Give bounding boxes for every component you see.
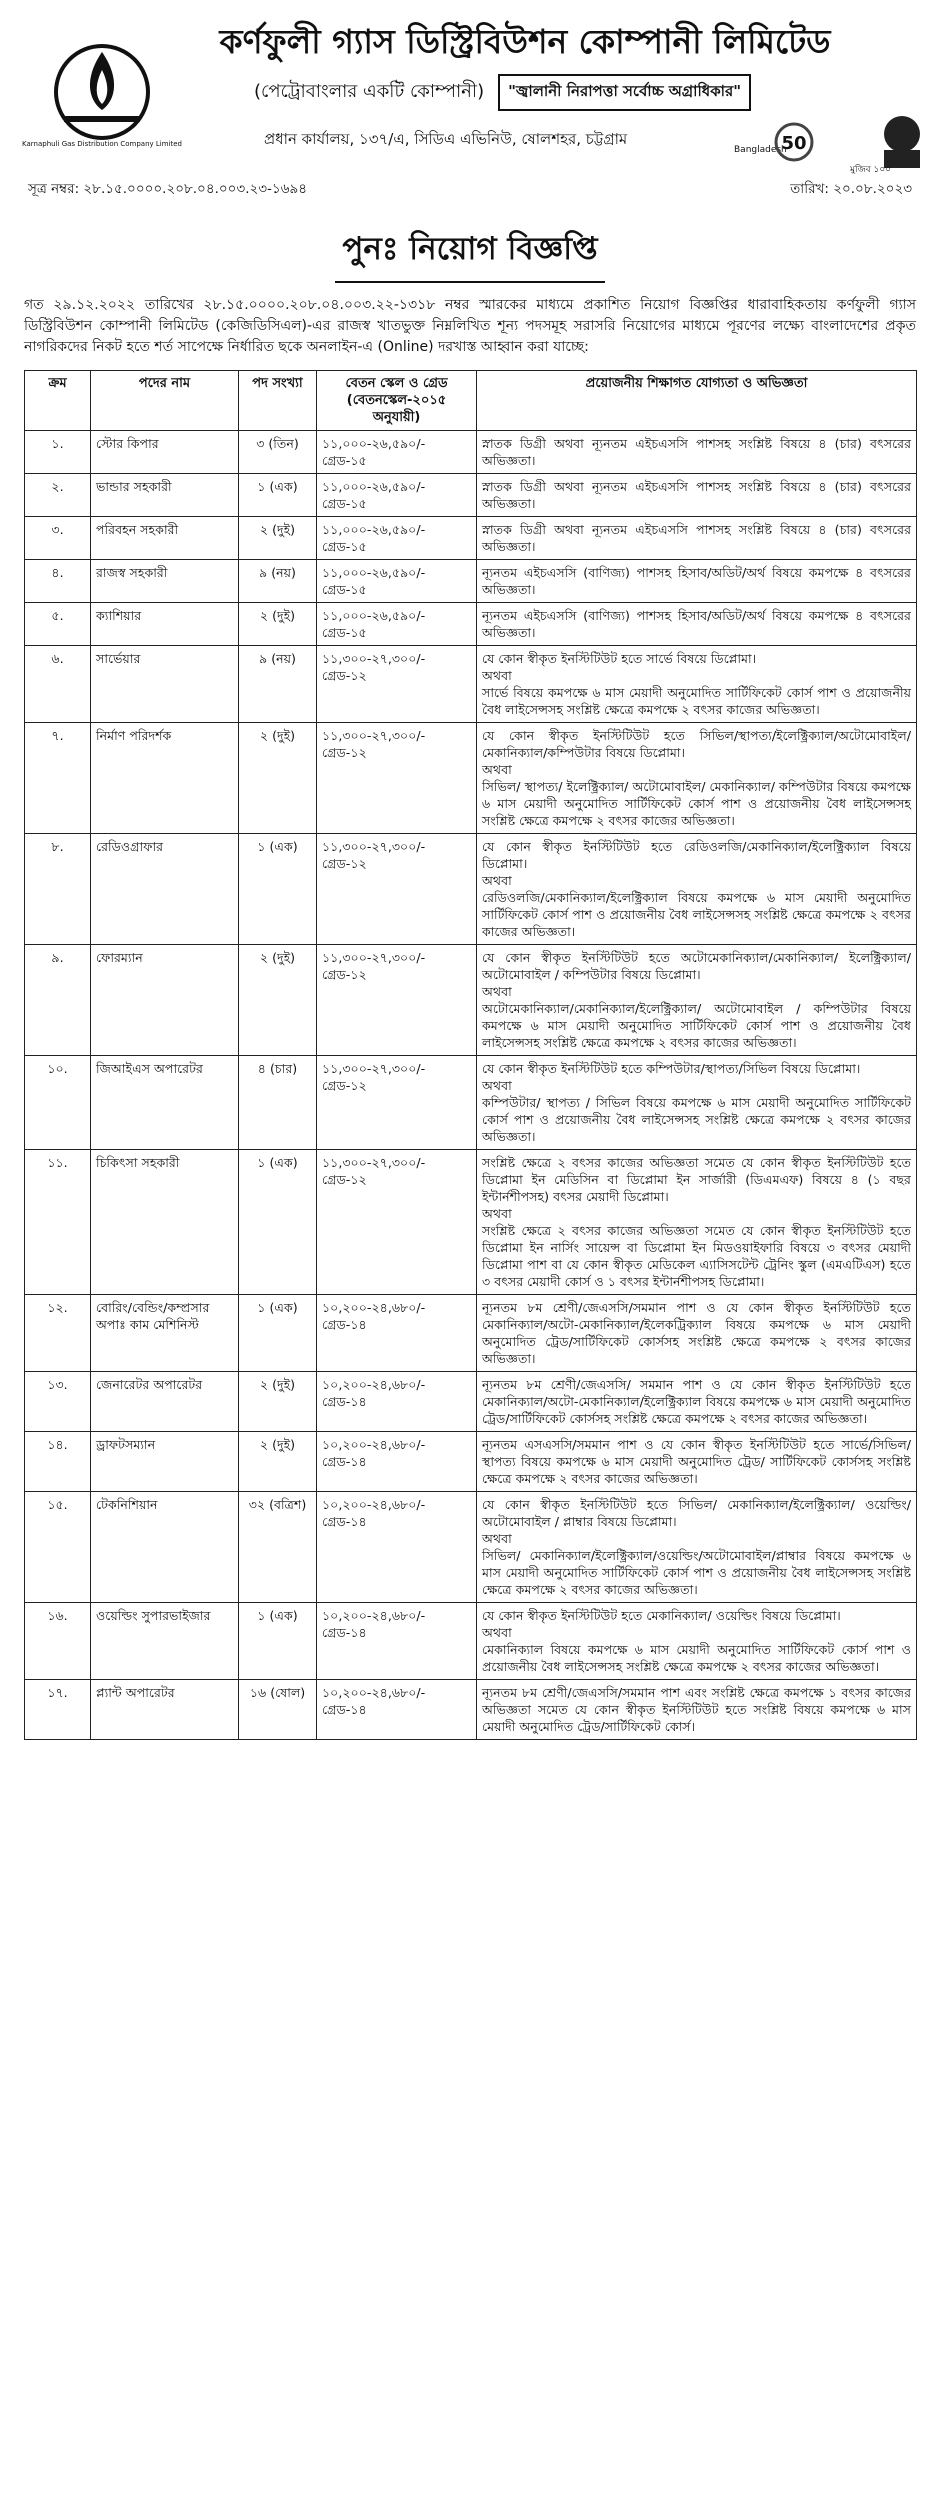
pay-grade: গ্রেড-১৪ [322,1514,367,1529]
requirement-line: অথবা [482,762,512,777]
header-post-name: পদের নাম [91,371,239,431]
table-row [25,1372,917,1432]
table-row [25,603,917,646]
logo-mid-text: Bangladesh [734,145,787,155]
pay-grade: গ্রেড-১৪ [322,1702,367,1717]
row-serial: ১৭. [25,1680,91,1740]
row-post-count: ২ (দুই) [239,517,317,560]
requirement-line: সংশ্লিষ্ট ক্ষেত্রে ২ বৎসর কাজের অভিজ্ঞতা সমেত যে কোন স্বীকৃত ইনস্টিটিউট হতে ডিপ্লোমা ইন মেডিসিন বা ডিপ্লোমা ইন সার্জারী (ডিএমএফ) বিষয়ে ৪ (১ বছর ইন্টার্নশীপসহ) বৎসর মেয়াদী ডিপ্লোমা। [482,1155,911,1204]
row-serial: ৯. [25,945,91,1056]
header-requirements: প্রয়োজনীয় শিক্ষাগত যোগ্যতা ও অভিজ্ঞতা [477,371,917,431]
requirement-line: যে কোন স্বীকৃত ইনস্টিটিউট হতে সিভিল/স্থাপত্য/ইলেক্ট্রিক্যাল/অটোমোবাইল/মেকানিক্যাল/কম্পিউটার বিষয়ে ডিপ্লোমা। [482,728,911,760]
table-row [25,474,917,517]
row-post-name: ভান্ডার সহকারী [91,474,239,517]
requirement-line: কম্পিউটার/ স্থাপত্য / সিভিল বিষয়ে কমপক্ষে ৬ মাস মেয়াদী অনুমোদিত সার্টিফিকেট কোর্স পাশ ও প্রয়োজনীয় বৈধ লাইসেন্সসহ সংশ্লিষ্ট ক্ষেত্রে কমপক্ষে ২ বৎসর কাজের অভিজ্ঞতা। [482,1095,911,1144]
logo-left-text: Karnaphuli Gas Distribution Company Limited [22,140,182,148]
pay-grade: গ্রেড-১৫ [322,582,367,597]
table-row [25,1492,917,1603]
row-post-count: ১ (এক) [239,1603,317,1680]
table-header-row [25,371,917,431]
row-serial: ১৬. [25,1603,91,1680]
row-requirements [477,560,917,603]
pay-grade: গ্রেড-১৪ [322,1625,367,1640]
notice-title: পুনঃ নিয়োগ বিজ্ঞপ্তি [342,231,598,267]
pay-scale-range: ১১,৩০০-২৭,৩০০/- [322,651,426,666]
requirement-line: স্নাতক ডিগ্রী অথবা ন্যূনতম এইচএসসি পাশসহ সংশ্লিষ্ট বিষয়ে ৪ (চার) বৎসরের অভিজ্ঞতা। [482,522,911,554]
subtitle-row [254,74,742,111]
pay-scale-range: ১১,০০০-২৬,৫৯০/- [322,522,426,537]
table-row [25,1150,917,1295]
reference-number: সূত্র নম্বর: ২৮.১৫.০০০০.২০৮.০৪.০০৩.২৩-১৬৯৪ [28,181,307,197]
requirement-line: অথবা [482,873,512,888]
table-row [25,517,917,560]
requirement-line: রেডিওলজি/মেকানিক্যাল/ইলেক্ট্রিক্যাল বিষয়ে কমপক্ষে ৬ মাস মেয়াদী অনুমোদিত সার্টিফিকেট কোর্স পাশ ও প্রয়োজনীয় বৈধ লাইসেন্সসহ সংশ্লিষ্ট ক্ষেত্রে কমপক্ষে ২ বৎসর কাজের অভিজ্ঞতা। [482,890,911,939]
row-requirements [477,1372,917,1432]
row-serial: ৩. [25,517,91,560]
row-serial: ১১. [25,1150,91,1295]
requirement-line: অথবা [482,668,512,683]
row-requirements [477,474,917,517]
row-pay-scale [317,646,477,723]
pay-grade: গ্রেড-১২ [322,1078,367,1093]
requirement-line: যে কোন স্বীকৃত ইনস্টিটিউট হতে অটোমেকানিক্যাল/মেকানিক্যাল/ ইলেক্ট্রিক্যাল/ অটোমোবাইল / কম্পিউটার বিষয়ে ডিপ্লোমা। [482,950,911,982]
company-logo-icon [22,30,182,150]
row-post-name: বোরিং/বেন্ডিং/কম্প্রসার অপাঃ কাম মেশিনিস্ট [91,1295,239,1372]
row-pay-scale [317,1056,477,1150]
table-row [25,1680,917,1740]
row-pay-scale [317,1492,477,1603]
row-requirements [477,1492,917,1603]
row-serial: ৭. [25,723,91,834]
pay-grade: গ্রেড-১৫ [322,453,367,468]
row-requirements [477,1295,917,1372]
pay-grade: গ্রেড-১৪ [322,1317,367,1332]
row-post-name: রাজস্ব সহকারী [91,560,239,603]
row-serial: ৮. [25,834,91,945]
reference-row [28,178,912,201]
row-post-name: নির্মাণ পরিদর্শক [91,723,239,834]
row-pay-scale [317,1372,477,1432]
row-serial: ১৫. [25,1492,91,1603]
row-post-count: ৩ (তিন) [239,431,317,474]
row-requirements [477,1432,917,1492]
row-post-name: প্ল্যান্ট অপারেটর [91,1680,239,1740]
row-serial: ৫. [25,603,91,646]
pay-scale-range: ১০,২০০-২৪,৬৮০/- [322,1377,426,1392]
bangladesh-50-logo-icon [730,112,816,172]
row-post-name: টেকনিশিয়ান [91,1492,239,1603]
row-pay-scale [317,474,477,517]
row-post-name: সার্ভেয়ার [91,646,239,723]
requirement-line: সার্ভে বিষয়ে কমপক্ষে ৬ মাস মেয়াদী অনুমোদিত সার্টিফিকেট কোর্স পাশ ও প্রয়োজনীয় বৈধ লাইসেন্সসহ সংশ্লিষ্ট ক্ষেত্রে কমপক্ষে ২ বৎসর কাজের অভিজ্ঞতা। [482,685,911,717]
row-post-name: ড্রাফটসম্যান [91,1432,239,1492]
pay-grade: গ্রেড-১২ [322,1172,367,1187]
row-pay-scale [317,834,477,945]
requirement-line: ন্যূনতম এইচএসসি (বাণিজ্য) পাশসহ হিসাব/অডিট/অর্থ বিষয়ে কমপক্ষে ৪ বৎসরের অভিজ্ঞতা। [482,608,911,640]
pay-grade: গ্রেড-১৫ [322,496,367,511]
requirement-line: মেকানিক্যাল বিষয়ে কমপক্ষে ৬ মাস মেয়াদী অনুমোদিত সার্টিফিকেট কোর্স পাশ ও প্রয়োজনীয় বৈধ লাইসেন্সসহ সংশ্লিষ্ট ক্ষেত্রে কমপক্ষে ২ বৎসর কাজের অভিজ্ঞতা। [482,1642,911,1674]
pay-grade: গ্রেড-১২ [322,967,367,982]
notice-date: তারিখ: ২০.০৮.২০২৩ [790,181,912,197]
pay-scale-range: ১০,২০০-২৪,৬৮০/- [322,1300,426,1315]
title-underline [335,281,605,283]
company-name: কর্ণফুলী গ্যাস ডিস্ট্রিবিউশন কোম্পানী লিমিটেড [219,22,831,61]
row-serial: ১৩. [25,1372,91,1432]
pay-scale-range: ১১,৩০০-২৭,৩০০/- [322,1061,426,1076]
requirement-line: ন্যূনতম ৮ম শ্রেণী/জেএসসি/ সমমান পাশ ও যে কোন স্বীকৃত ইনস্টিটিউট হতে মেকানিক্যাল/অটো-মেকানিক্যাল/ইলেক্ট্রিক্যাল বিষয়ে কমপক্ষে ৬ মাস মেয়াদী অনুমোদিত ট্রেড/সার্টিফিকেট কোর্সসহ সংশ্লিষ্ট ক্ষেত্রে কমপক্ষে ২ বৎসর কাজের অভিজ্ঞতা। [482,1377,911,1426]
pay-grade: গ্রেড-১২ [322,745,367,760]
row-post-count: ৯ (নয়) [239,560,317,603]
pay-scale-range: ১১,৩০০-২৭,৩০০/- [322,728,426,743]
requirement-line: ন্যূনতম ৮ম শ্রেণী/জেএসসি/সমমান পাশ ও যে কোন স্বীকৃত ইনস্টিটিউট হতে মেকানিক্যাল/অটো-মেকানিক্যাল/ইলেকট্রিক্যাল বিষয়ে কমপক্ষে ৬ মাস মেয়াদী অনুমোদিত ট্রেড/সার্টিফিকেট কোর্সসহ সংশ্লিষ্ট ক্ষেত্রে কমপক্ষে ২ বৎসর কাজের অভিজ্ঞতা। [482,1300,911,1366]
requirement-line: যে কোন স্বীকৃত ইনস্টিটিউট হতে সার্ভে বিষয়ে ডিপ্লোমা। [482,651,757,666]
row-post-name: জিআইএস অপারেটর [91,1056,239,1150]
requirement-line: সিভিল/ স্থাপত্য/ ইলেক্ট্রিক্যাল/ অটোমোবাইল/ মেকানিক্যাল/ কম্পিউটার বিষয়ে কমপক্ষে ৬ মাস মেয়াদী অনুমোদিত সার্টিফিকেট কোর্স পাশ ও প্রয়োজনীয় বৈধ লাইসেন্সসহ সংশ্লিষ্ট ক্ষেত্রে কমপক্ষে ২ বৎসর কাজের অভিজ্ঞতা। [482,779,911,828]
requirement-line: যে কোন স্বীকৃত ইনস্টিটিউট হতে কম্পিউটার/স্থাপত্য/সিভিল বিষয়ে ডিপ্লোমা। [482,1061,861,1076]
requirement-line: স্নাতক ডিগ্রী অথবা ন্যূনতম এইচএসসি পাশসহ সংশ্লিষ্ট বিষয়ে ৪ (চার) বৎসরের অভিজ্ঞতা। [482,436,911,468]
row-post-count: ৩২ (বত্রিশ) [239,1492,317,1603]
table-row [25,1056,917,1150]
table-row [25,1603,917,1680]
requirement-line: সিভিল/ মেকানিক্যাল/ইলেক্ট্রিক্যাল/ওয়েল্ডিং/অটোমোবাইল/প্লাম্বার বিষয়ে কমপক্ষে ৬ মাস মেয়াদী অনুমোদিত সার্টিফিকেট কোর্স পাশ ও প্রয়োজনীয় বৈধ লাইসেন্সসহ সংশ্লিষ্ট ক্ষেত্রে কমপক্ষে ২ বৎসর কাজের অভিজ্ঞতা। [482,1548,911,1597]
row-pay-scale [317,431,477,474]
table-row [25,431,917,474]
table-row [25,945,917,1056]
row-requirements [477,1150,917,1295]
row-pay-scale [317,1680,477,1740]
pay-scale-range: ১১,০০০-২৬,৫৯০/- [322,608,426,623]
row-serial: ১৪. [25,1432,91,1492]
row-post-count: ১ (এক) [239,1295,317,1372]
row-post-name: ওয়েল্ডিং সুপারভাইজার [91,1603,239,1680]
requirement-line: অথবা [482,984,512,999]
pay-grade: গ্রেড-১৫ [322,539,367,554]
row-pay-scale [317,1432,477,1492]
row-serial: ৪. [25,560,91,603]
pay-scale-range: ১১,০০০-২৬,৫৯০/- [322,479,426,494]
row-serial: ১০. [25,1056,91,1150]
row-pay-scale [317,603,477,646]
row-post-count: ২ (দুই) [239,945,317,1056]
row-post-count: ৯ (নয়) [239,646,317,723]
vacancy-table [24,370,917,1740]
pay-grade: গ্রেড-১৪ [322,1394,367,1409]
requirement-line: অথবা [482,1078,512,1093]
pay-scale-range: ১১,০০০-২৬,৫৯০/- [322,565,426,580]
pay-scale-range: ১০,২০০-২৪,৬৮০/- [322,1685,426,1700]
table-row [25,834,917,945]
row-post-name: পরিবহন সহকারী [91,517,239,560]
row-pay-scale [317,723,477,834]
row-requirements [477,646,917,723]
row-serial: ১২. [25,1295,91,1372]
row-post-count: ২ (দুই) [239,1372,317,1432]
pay-grade: গ্রেড-১২ [322,856,367,871]
pay-scale-range: ১০,২০০-২৪,৬৮০/- [322,1437,426,1452]
pay-scale-range: ১১,০০০-২৬,৫৯০/- [322,436,426,451]
company-subtitle: (পেট্রোবাংলার একটি কোম্পানী) [254,81,485,102]
table-row [25,1432,917,1492]
header-pay-scale: বেতন স্কেল ও গ্রেড (বেতনস্কেল-২০১৫ অনুযায়ী) [317,371,477,431]
row-requirements [477,1603,917,1680]
row-post-count: ১ (এক) [239,1150,317,1295]
pay-scale-range: ১১,৩০০-২৭,৩০০/- [322,839,426,854]
row-post-name: ফোরম্যান [91,945,239,1056]
row-post-name: চিকিৎসা সহকারী [91,1150,239,1295]
row-serial: ২. [25,474,91,517]
pay-grade: গ্রেড-১২ [322,668,367,683]
pay-scale-range: ১০,২০০-২৪,৬৮০/- [322,1608,426,1623]
slogan-box: "জ্বালানী নিরাপত্তা সর্বোচ্চ অগ্রাধিকার" [498,74,751,111]
row-post-count: ২ (দুই) [239,603,317,646]
header-serial: ক্রম [25,371,91,431]
row-post-name: রেডিওগ্রাফার [91,834,239,945]
requirement-line: অটোমেকানিক্যাল/মেকানিক্যাল/ইলেক্ট্রিক্যাল/ অটোমোবাইল / কম্পিউটার বিষয়ে কমপক্ষে ৬ মাস মেয়াদী অনুমোদিত সার্টিফিকেট কোর্স পাশ ও প্রয়োজনীয় বৈধ লাইসেন্সসহ সংশ্লিষ্ট ক্ষেত্রে কমপক্ষে ২ বৎসর কাজের অভিজ্ঞতা। [482,1001,911,1050]
table-row [25,560,917,603]
requirement-line: ন্যূনতম এইচএসসি (বাণিজ্য) পাশসহ হিসাব/অডিট/অর্থ বিষয়ে কমপক্ষে ৪ বৎসরের অভিজ্ঞতা। [482,565,911,597]
pay-grade: গ্রেড-১৫ [322,625,367,640]
row-requirements [477,517,917,560]
row-pay-scale [317,560,477,603]
notice-intro: গত ২৯.১২.২০২২ তারিখের ২৮.১৫.০০০০.২০৮.০৪.০০৩.২২-১৩১৮ নম্বর স্মারকের মাধ্যমে প্রকাশিত নিয়োগ বিজ্ঞপ্তির ধারাবাহিকতায় কর্ণফুলী গ্যাস ডিস্ট্রিবিউশন কোম্পানী লিমিটেড (কেজিডিসিএল)-এর রাজস্ব খাতভুক্ত নিম্নলিখিত শূন্য পদসমূহ সরাসরি নিয়োগের মাধ্যমে পূরণের লক্ষ্যে বাংলাদেশের প্রকৃত নাগরিকদের নিকট হতে শর্ত সাপেক্ষে নির্ধারিত ছকে অনলাইন-এ (Online) দরখাস্ত আহ্বান করা যাচ্ছে: [24,297,916,355]
table-row [25,723,917,834]
row-post-name: ক্যাশিয়ার [91,603,239,646]
pay-scale-range: ১০,২০০-২৪,৬৮০/- [322,1497,426,1512]
row-pay-scale [317,517,477,560]
requirement-line: ন্যূনতম এসএসসি/সমমান পাশ ও যে কোন স্বীকৃত ইনস্টিটিউট হতে সার্ভে/সিভিল/স্থাপত্য বিষয়ে কমপক্ষে ৬ মাস মেয়াদী অনুমোদিত ট্রেড/ সার্টিফিকেট কোর্সসহ সংশ্লিষ্ট ক্ষেত্রে কমপক্ষে ২ বৎসর কাজের অভিজ্ঞতা। [482,1437,911,1486]
header-post-count: পদ সংখ্যা [239,371,317,431]
row-pay-scale [317,1150,477,1295]
row-post-count: ১ (এক) [239,834,317,945]
row-post-count: ৪ (চার) [239,1056,317,1150]
row-requirements [477,1680,917,1740]
row-post-count: ২ (দুই) [239,1432,317,1492]
logo-right-text: মুজিব ১০০ [850,165,892,175]
row-requirements [477,723,917,834]
row-pay-scale [317,945,477,1056]
pay-scale-range: ১১,৩০০-২৭,৩০০/- [322,1155,426,1170]
row-post-name: স্টোর কিপার [91,431,239,474]
row-requirements [477,945,917,1056]
requirement-line: ন্যূনতম ৮ম শ্রেণী/জেএসসি/সমমান পাশ এবং সংশ্লিষ্ট ক্ষেত্রে কমপক্ষে ১ বৎসর কাজের অভিজ্ঞতা সমেত যে কোন স্বীকৃত ইনস্টিটিউট হতে সংশ্লিষ্ট বিষয়ে কমপক্ষে ৬ মাস মেয়াদী অনুমোদিত ট্রেড/সার্টিফিকেট কোর্স। [482,1685,911,1734]
row-requirements [477,431,917,474]
requirement-line: সংশ্লিষ্ট ক্ষেত্রে ২ বৎসর কাজের অভিজ্ঞতা সমেত যে কোন স্বীকৃত ইনস্টিটিউট হতে ডিপ্লোমা ইন নার্সিং সায়েন্স বা ডিপ্লোমা ইন মিডওয়াইফারি বিষয়ে ৩ বৎসর মেয়াদী ডিপ্লোমা পাশ বা যে কোন স্বীকৃত মেডিকেল এ্যাসিসটেন্ট ট্রেনিং স্কুল (এমএটিএস) হতে ৩ বৎসর মেয়াদী কোর্স ও ১ বৎসর ইন্টার্নশীপসহ ডিপ্লোমা। [482,1223,911,1289]
row-post-count: ২ (দুই) [239,723,317,834]
mujib-100-logo-icon [848,110,926,178]
row-post-name: জেনারেটর অপারেটর [91,1372,239,1432]
requirement-line: অথবা [482,1206,512,1221]
requirement-line: স্নাতক ডিগ্রী অথবা ন্যূনতম এইচএসসি পাশসহ সংশ্লিষ্ট বিষয়ে ৪ (চার) বৎসরের অভিজ্ঞতা। [482,479,911,511]
row-pay-scale [317,1603,477,1680]
pay-scale-range: ১১,৩০০-২৭,৩০০/- [322,950,426,965]
requirement-line: অথবা [482,1531,512,1546]
row-requirements [477,603,917,646]
table-row [25,646,917,723]
table-row [25,1295,917,1372]
row-requirements [477,834,917,945]
pay-grade: গ্রেড-১৪ [322,1454,367,1469]
row-post-count: ১৬ (ষোল) [239,1680,317,1740]
row-pay-scale [317,1295,477,1372]
letterhead [24,10,916,195]
vacancy-table-body [25,431,917,1740]
logo-mid-number: 50 [781,133,807,154]
requirement-line: যে কোন স্বীকৃত ইনস্টিটিউট হতে মেকানিক্যাল/ ওয়েল্ডিং বিষয়ে ডিপ্লোমা। [482,1608,841,1623]
row-requirements [477,1056,917,1150]
row-serial: ১. [25,431,91,474]
requirement-line: অথবা [482,1625,512,1640]
office-address: প্রধান কার্যালয়, ১৩৭/এ, সিডিএ এভিনিউ, ষোলশহর, চট্টগ্রাম [264,130,628,148]
requirement-line: যে কোন স্বীকৃত ইনস্টিটিউট হতে সিভিল/ মেকানিক্যাল/ইলেক্ট্রিক্যাল/ ওয়েল্ডিং/ অটোমোবাইল / প্লাম্বার বিষয়ে ডিপ্লোমা। [482,1497,911,1529]
requirement-line: যে কোন স্বীকৃত ইনস্টিটিউট হতে রেডিওলজি/মেকানিক্যাল/ইলেক্ট্রিক্যাল বিষয়ে ডিপ্লোমা। [482,839,911,871]
row-post-count: ১ (এক) [239,474,317,517]
row-serial: ৬. [25,646,91,723]
